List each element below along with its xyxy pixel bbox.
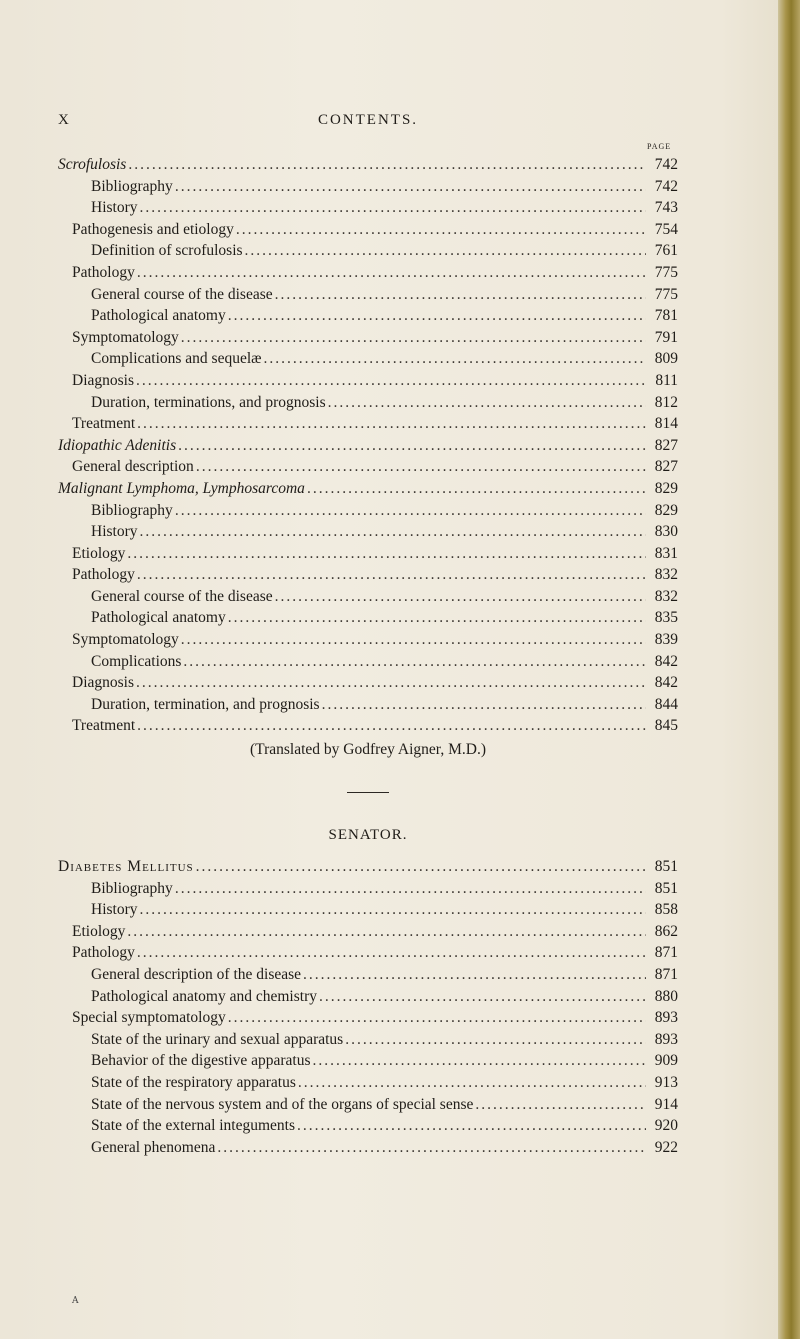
toc-entry [58,521,678,543]
page-column-label: PAGE [647,142,672,151]
toc-entry-title: Etiology [72,922,126,940]
toc-entry-page: 913 [654,1073,678,1091]
dot-leader [137,715,646,737]
dot-leader [127,921,646,943]
dot-leader [245,240,646,262]
toc-entry-page: 835 [654,609,678,627]
toc-entry-page: 893 [654,1030,678,1048]
toc-entry [58,629,678,651]
toc-entry [58,921,678,943]
toc-entry-title: General description [72,458,194,476]
toc-entry-page: 858 [654,901,678,919]
toc-entry [58,500,678,522]
toc-entry-page: 827 [654,458,678,476]
toc-entry-title: Symptomatology [72,631,179,649]
toc-section-scrofulosis [58,154,678,737]
dot-leader [307,478,646,500]
toc-entry-title: Pathogenesis and etiology [72,220,234,238]
dot-leader [181,327,646,349]
toc-entry-title: Duration, termination, and prognosis [91,695,320,713]
toc-entry-page: 922 [654,1138,678,1156]
dot-leader [140,197,647,219]
toc-entry-page: 791 [654,328,678,346]
toc-entry [58,392,678,414]
toc-entry [58,284,678,306]
toc-entry-title: Duration, terminations, and prognosis [91,393,326,411]
toc-entry [58,942,678,964]
dot-leader [196,456,646,478]
toc-entry-title: Pathological anatomy [91,609,226,627]
toc-entry [58,413,678,435]
toc-entry-page: 842 [654,652,678,670]
toc-entry-title: General phenomena [91,1138,216,1156]
page-folio: X [58,112,71,128]
dot-leader [175,878,646,900]
dot-leader [128,154,646,176]
dot-leader [319,986,646,1008]
toc-entry-title: General description of the disease [91,966,302,983]
toc-entry [58,1072,678,1094]
toc-entry [58,348,678,370]
toc-entry-page: 871 [654,944,678,962]
dot-leader [475,1094,646,1116]
toc-entry-page: 775 [654,263,678,281]
toc-entry-title: Pathology [72,566,135,584]
toc-entry-page: 844 [654,695,678,713]
toc-entry-page: 743 [654,199,678,217]
toc-entry-page: 827 [654,436,678,454]
toc-entry-page: 814 [654,415,678,433]
toc-entry-page: 775 [654,285,678,303]
dot-leader [263,348,646,370]
toc-entry [58,672,678,694]
toc-entry-page: 781 [654,307,678,325]
toc-entry [58,1029,678,1051]
toc-entry-title: General course of the disease [91,587,273,605]
toc-entry-title: Definition of scrofulosis [91,242,243,260]
toc-entry [58,219,678,241]
toc-entry [58,1115,678,1137]
toc-entry-page: 831 [654,544,678,562]
toc-entry [58,899,678,921]
table-of-contents [58,154,678,1158]
dot-leader [217,1137,646,1159]
toc-entry-page: 829 [654,479,678,497]
toc-entry-title: Treatment [72,717,136,735]
dot-leader [175,500,646,522]
toc-entry [58,986,678,1008]
toc-entry-page: 829 [654,501,678,519]
toc-entry-title: Complications and sequelæ [91,350,262,368]
dot-leader [183,651,646,673]
toc-entry [58,154,678,176]
toc-entry-page: 871 [654,966,678,983]
toc-entry [58,1007,678,1029]
toc-entry-page: 830 [654,523,678,541]
toc-entry-title: State of the respiratory apparatus [91,1073,296,1091]
dot-leader [196,856,646,878]
toc-entry [58,586,678,608]
toc-entry-title: Diagnosis [72,371,134,389]
dot-leader [178,435,646,457]
dot-leader [228,305,646,327]
toc-entry [58,878,678,900]
toc-entry-page: 920 [654,1117,678,1135]
toc-entry-title: Idiopathic Adenitis [58,436,177,454]
toc-entry-page: 742 [654,156,678,173]
running-title: CONTENTS. [317,112,419,128]
toc-entry-page: 851 [654,879,678,897]
toc-entry-title: Diagnosis [72,674,134,692]
dot-leader [136,370,646,392]
dot-leader [236,219,646,241]
dot-leader [313,1050,646,1072]
toc-entry-page: 832 [654,566,678,584]
toc-entry [58,964,678,986]
dot-leader [137,564,646,586]
dot-leader [275,284,646,306]
toc-entry-title: Treatment [72,415,136,433]
toc-entry-title: State of the external integuments [91,1117,296,1135]
toc-entry-title: Etiology [72,544,126,562]
dot-leader [136,672,646,694]
toc-entry [58,694,678,716]
dot-leader [175,176,646,198]
dot-leader [137,262,646,284]
toc-entry [58,651,678,673]
toc-entry [58,197,678,219]
toc-entry-page: 909 [654,1052,678,1070]
section-author: SENATOR. [328,827,408,844]
dot-leader [345,1029,646,1051]
toc-entry-title: Complications [91,652,182,670]
dot-leader [298,1072,646,1094]
printer-mark: A [72,1296,79,1306]
toc-entry [58,456,678,478]
toc-entry-page: 862 [654,922,678,940]
toc-entry [58,176,678,198]
toc-entry-title: Symptomatology [72,328,179,346]
dot-leader [297,1115,646,1137]
toc-entry-title: Special symptomatology [72,1009,226,1027]
toc-entry-page: 842 [654,674,678,692]
toc-entry-title: General course of the disease [91,285,273,303]
dot-leader [275,586,646,608]
toc-entry-title: History [91,901,138,919]
page-edge [778,0,800,1339]
toc-entry-title: State of the urinary and sexual apparatus [91,1030,344,1048]
toc-entry-page: 832 [654,587,678,605]
toc-entry-title: State of the nervous system and of the organs of special sense [91,1095,474,1113]
toc-entry [58,240,678,262]
dot-leader [322,694,646,716]
dot-leader [140,899,647,921]
toc-entry-title: Scrofulosis [58,156,127,173]
toc-entry-title: Bibliography [91,879,173,897]
dot-leader [228,1007,646,1029]
dot-leader [228,607,646,629]
toc-entry-page: 812 [654,393,678,411]
toc-entry-page: 845 [654,717,678,735]
toc-entry-page: 811 [655,371,678,389]
dot-leader [140,521,647,543]
dot-leader [181,629,646,651]
dot-leader [137,942,646,964]
toc-entry-title: Bibliography [91,501,173,519]
dot-leader [137,413,646,435]
toc-entry-title: Behavior of the digestive apparatus [91,1052,311,1070]
toc-entry [58,370,678,392]
page-header [58,112,678,136]
toc-entry [58,327,678,349]
toc-entry-title: Malignant Lymphoma, Lymphosarcoma [58,479,305,497]
toc-entry-title: Bibliography [91,177,173,195]
translator-credit: (Translated by Godfrey Aigner, M.D.) [249,741,486,759]
toc-entry [58,262,678,284]
dot-leader [328,392,646,414]
toc-entry-title: History [91,199,138,217]
toc-entry-page: 839 [654,631,678,649]
toc-entry-page: 851 [654,858,678,876]
toc-entry [58,715,678,737]
toc-entry-title: Pathological anatomy and chemistry [91,987,317,1005]
toc-entry [58,607,678,629]
toc-entry-page: 880 [654,987,678,1005]
toc-entry-title: Pathological anatomy [91,307,226,325]
section-divider [347,792,389,793]
toc-entry-page: 809 [654,350,678,368]
toc-entry [58,305,678,327]
toc-entry [58,478,678,500]
toc-entry-title: Pathology [72,944,135,962]
toc-entry-page: 754 [654,220,678,238]
toc-entry-page: 914 [654,1095,678,1113]
toc-entry-page: 761 [654,242,678,260]
toc-entry [58,564,678,586]
toc-section-diabetes [58,856,678,1158]
toc-entry-title: History [91,523,138,541]
toc-entry [58,856,678,878]
toc-entry [58,1050,678,1072]
toc-entry [58,435,678,457]
dot-leader [303,964,646,986]
toc-entry [58,543,678,565]
toc-entry-title: Diabetes Mellitus [58,858,194,876]
toc-entry-page: 893 [654,1009,678,1027]
toc-entry-title: Pathology [72,263,135,281]
dot-leader [127,543,646,565]
toc-entry [58,1094,678,1116]
toc-entry-page: 742 [654,177,678,195]
toc-entry [58,1137,678,1159]
